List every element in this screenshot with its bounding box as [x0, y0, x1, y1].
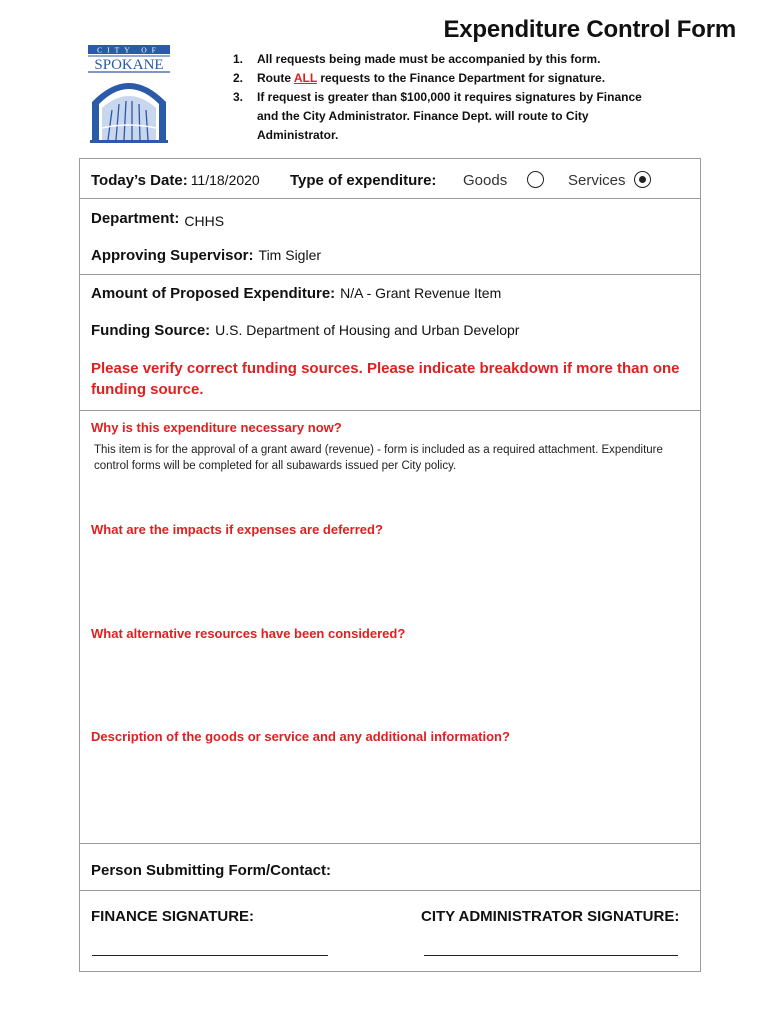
instructions-list	[233, 50, 663, 145]
department-field[interactable]: CHHS	[184, 213, 225, 229]
services-option-label: Services	[568, 172, 626, 189]
person-submitting-label: Person Submitting Form/Contact:	[91, 862, 331, 879]
city-of-spokane-logo	[86, 44, 172, 144]
instruction-emphasis: ALL	[293, 71, 317, 85]
funding-source-label: Funding Source:	[91, 322, 211, 339]
date-label: Today’s Date:	[91, 172, 188, 189]
instruction-number: 3.	[233, 90, 244, 104]
expenditure-form	[79, 158, 701, 972]
instruction-text: If request is greater than $100,000 it requires signatures by Finance and the City Administrator. Finance Dept. will route to City Administrator.	[257, 90, 642, 142]
alternatives-question: What alternative resources have been considered?	[91, 626, 406, 641]
description-question: Description of the goods or service and any additional information?	[91, 729, 510, 744]
city-administrator-signature-label: CITY ADMINISTRATOR SIGNATURE:	[421, 908, 680, 925]
amount-field[interactable]: N/A - Grant Revenue Item	[340, 285, 502, 301]
amount-row	[91, 285, 501, 303]
radio-selected-dot	[639, 176, 646, 183]
funding-source-field[interactable]: U.S. Department of Housing and Urban Developr	[215, 322, 520, 338]
instruction-text-pre: Route	[257, 71, 294, 85]
finance-signature-label: FINANCE SIGNATURE:	[91, 908, 255, 925]
funding-verify-note: Please verify correct funding sources. Please indicate breakdown if more than one funding source.	[91, 360, 680, 398]
instruction-item	[233, 69, 663, 88]
divider	[80, 274, 700, 275]
funding-source-row	[91, 322, 519, 340]
supervisor-label: Approving Supervisor:	[91, 247, 254, 264]
why-necessary-question: Why is this expenditure necessary now?	[91, 420, 342, 435]
department-row	[91, 210, 224, 228]
logo-top-text: CITY OF	[97, 45, 161, 55]
divider	[80, 890, 700, 891]
impacts-question: What are the impacts if expenses are deferred?	[91, 522, 383, 537]
supervisor-row	[91, 247, 321, 265]
divider	[80, 410, 700, 411]
instruction-number: 1.	[233, 52, 244, 66]
date-field[interactable]: 11/18/2020	[190, 172, 260, 188]
instruction-item	[233, 50, 663, 69]
city-administrator-signature-line[interactable]	[424, 955, 678, 956]
divider	[80, 198, 700, 199]
logo-name: SPOKANE	[94, 57, 164, 73]
department-label: Department:	[91, 210, 180, 227]
page-title: Expenditure Control Form	[443, 16, 736, 43]
amount-label: Amount of Proposed Expenditure:	[91, 285, 336, 302]
services-radio[interactable]	[634, 171, 651, 188]
instruction-text-post: requests to the Finance Department for signature.	[317, 71, 606, 85]
instruction-number: 2.	[233, 71, 244, 85]
goods-radio[interactable]	[527, 171, 544, 188]
instruction-item	[233, 88, 663, 145]
why-necessary-answer[interactable]: This item is for the approval of a grant award (revenue) - form is included as a required attachment. Expenditure control forms will be completed for all subawards issued per City policy.	[94, 444, 663, 472]
date-row	[91, 172, 260, 190]
goods-option-label: Goods	[463, 172, 508, 189]
supervisor-field[interactable]: Tim Sigler	[258, 247, 322, 263]
instruction-text: All requests being made must be accompanied by this form.	[257, 52, 601, 66]
divider	[80, 843, 700, 844]
finance-signature-line[interactable]	[92, 955, 328, 956]
type-of-expenditure-label: Type of expenditure:	[290, 172, 437, 189]
